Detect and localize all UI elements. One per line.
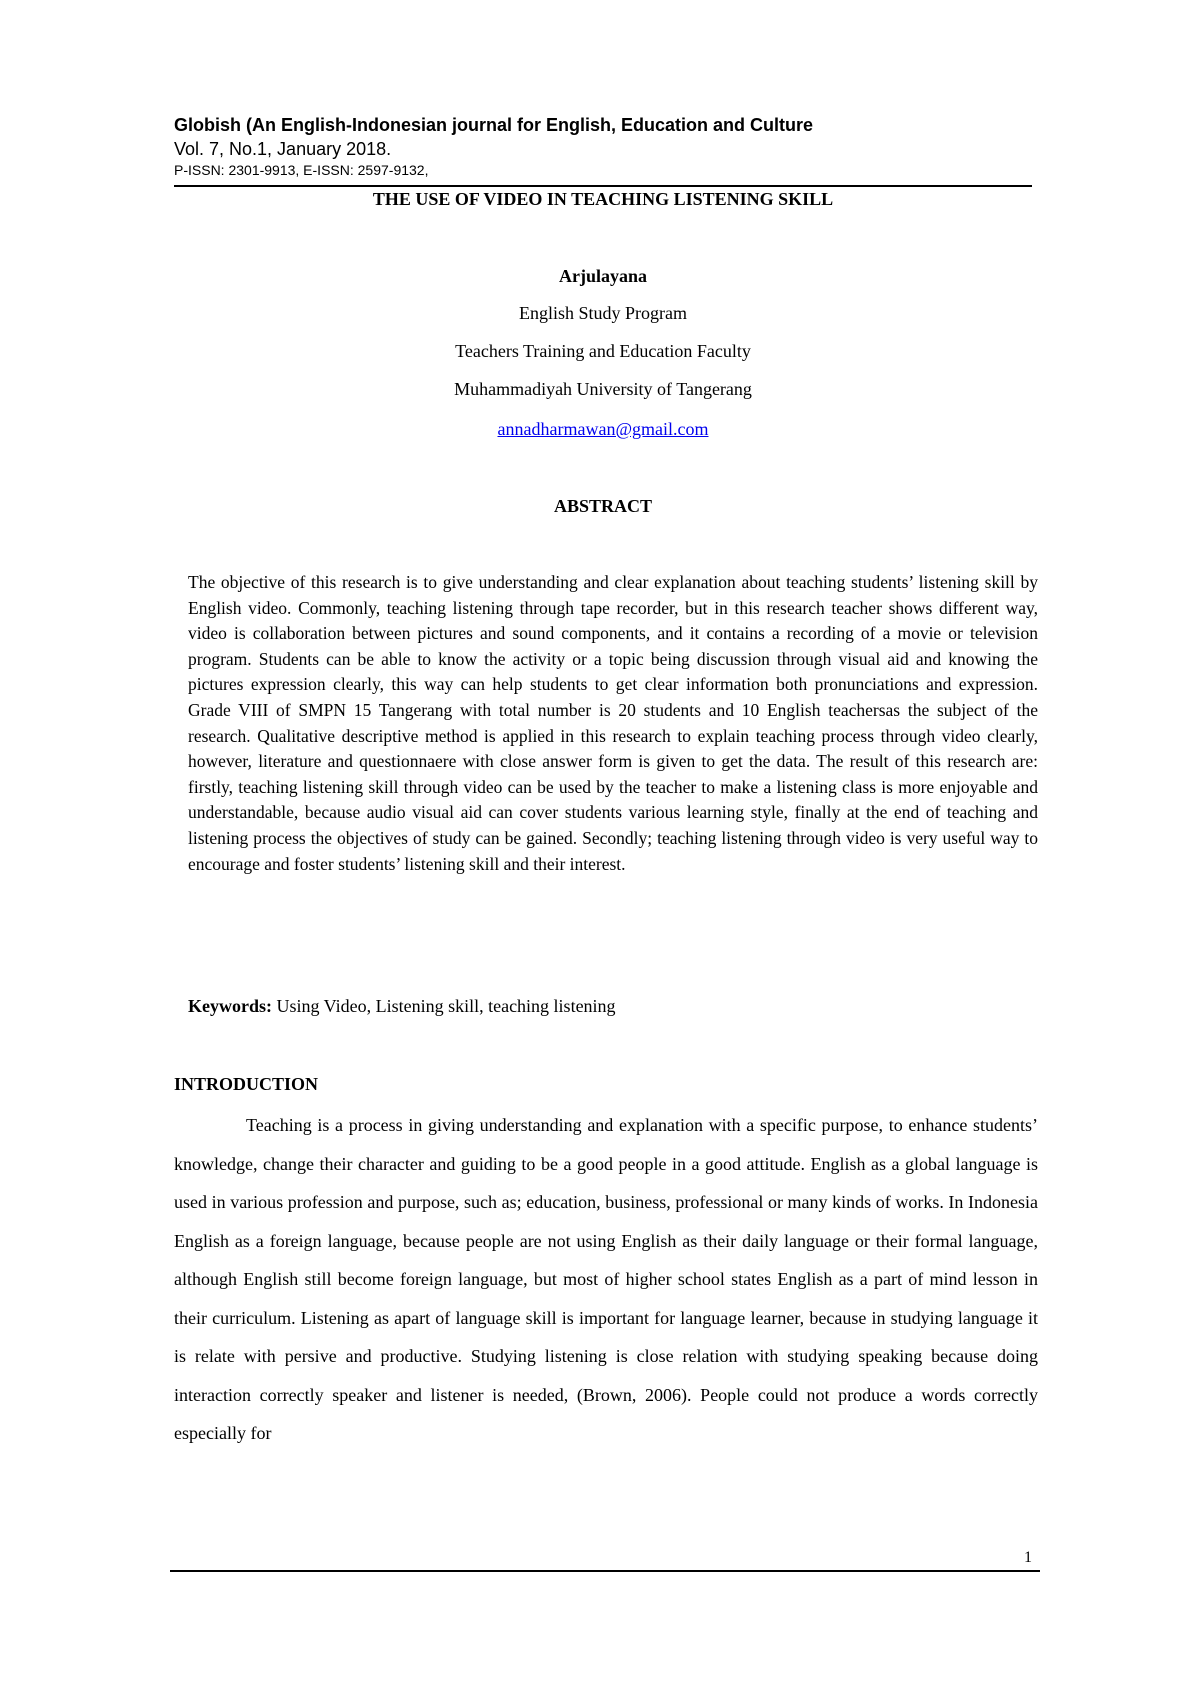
- page-number: 1: [1024, 1549, 1032, 1566]
- header-divider: [174, 185, 1032, 187]
- author-name: Arjulayana: [558, 266, 647, 286]
- journal-header: [174, 113, 1032, 179]
- introduction-heading: INTRODUCTION: [174, 1074, 319, 1094]
- abstract-heading: ABSTRACT: [553, 496, 653, 516]
- keywords-line: [188, 995, 1038, 1017]
- affiliation-program: English Study Program: [518, 303, 687, 323]
- introduction-text: Teaching is a process in giving understanding and explanation with a specific purpose, to enhance students’ knowledge, change their character and guiding to be a good people in a good attitude. English as a global language is used in various profession and purpose, such as; education, business, professional or many kinds of works. In Indonesia English as a foreign language, because people are not using English as their daily language or their formal language, although English still become foreign language, but most of higher school states English as a part of mind lesson in their curriculum. Listening as apart of language skill is important for language learner, because in studying language it is relate with persive and productive. Studying listening is close relation with studying speaking because doing interaction correctly speaker and listener is needed, (Brown, 2006). People could not produce a words correctly especially for: [174, 1115, 1038, 1443]
- paper-title: THE USE OF VIDEO IN TEACHING LISTENING SKILL: [372, 189, 834, 209]
- affiliation-university: Muhammadiyah University of Tangerang: [454, 379, 752, 399]
- keywords-text: Using Video, Listening skill, teaching listening: [276, 996, 616, 1016]
- abstract-text: The objective of this research is to give understanding and clear explanation about teaching students’ listening skill by English video. Commonly, teaching listening through tape recorder, but in this research teacher shows different way, video is collaboration between pictures and sound components, and it contains a recording of a movie or television program. Students can be able to know the activity or a topic being discussion through visual aid and knowing the pictures expression clearly, this way can help students to get clear information both pronunciations and expression. Grade VIII of SMPN 15 Tangerang with total number is 20 students and 10 English teachersas the subject of the research. Qualitative descriptive method is applied in this research to explain teaching process through video clearly, however, literature and questionnaere with close answer form is given to get the data. The result of this research are: firstly, teaching listening skill through video can be used by the teacher to make a listening class is more enjoyable and understandable, because audio visual aid can cover students various learning style, finally at the end of teaching and listening process the objectives of study can be gained. Secondly; teaching listening through video is very useful way to encourage and foster students’ listening skill and their interest.: [188, 572, 1038, 874]
- journal-issn: P-ISSN: 2301-9913, E-ISSN: 2597-9132,: [174, 162, 429, 178]
- affiliation-faculty: Teachers Training and Education Faculty: [455, 341, 751, 361]
- journal-name: Globish (An English-Indonesian journal for English, Education and Culture: [174, 115, 814, 135]
- author-email-line: [174, 418, 1032, 440]
- keywords-label: Keywords:: [188, 996, 272, 1016]
- footer-divider: [170, 1570, 1040, 1572]
- journal-volume: Vol. 7, No.1, January 2018.: [174, 139, 392, 159]
- author-email-link[interactable]: annadharmawan@gmail.com: [497, 419, 709, 439]
